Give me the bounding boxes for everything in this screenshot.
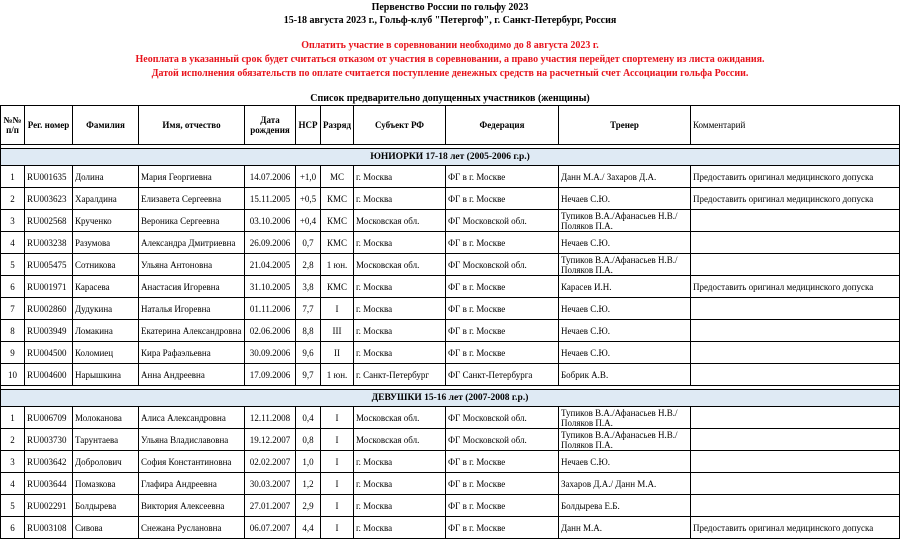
cell-surname: Крученко bbox=[73, 210, 139, 232]
cell-num: 7 bbox=[1, 298, 25, 320]
cell-rank: КМС bbox=[321, 276, 354, 298]
cell-rank: 1 юн. bbox=[321, 254, 354, 276]
cell-reg: RU005475 bbox=[25, 254, 73, 276]
table-row bbox=[1, 210, 900, 232]
cell-subject: г. Москва bbox=[354, 517, 446, 539]
table-row bbox=[1, 495, 900, 517]
cell-subject: г. Москва bbox=[354, 188, 446, 210]
cell-num: 1 bbox=[1, 407, 25, 429]
table-row bbox=[1, 166, 900, 188]
cell-reg: RU002568 bbox=[25, 210, 73, 232]
cell-num: 5 bbox=[1, 495, 25, 517]
cell-reg: RU003108 bbox=[25, 517, 73, 539]
cell-federation: ФГ Московской обл. bbox=[446, 429, 559, 451]
cell-hcp: +1,0 bbox=[296, 166, 321, 188]
cell-dob: 17.09.2006 bbox=[245, 364, 296, 386]
cell-surname: Дудукина bbox=[73, 298, 139, 320]
cell-comment bbox=[691, 429, 900, 451]
cell-num: 4 bbox=[1, 232, 25, 254]
cell-coach: Тупиков В.А./Афанасьев Н.В./ Поляков П.А. bbox=[559, 210, 691, 232]
cell-name: Кира Рафаэльевна bbox=[139, 342, 245, 364]
cell-federation: ФГ в г. Москве bbox=[446, 232, 559, 254]
cell-rank: 1 юн. bbox=[321, 364, 354, 386]
table-row bbox=[1, 298, 900, 320]
cell-subject: г. Москва bbox=[354, 276, 446, 298]
cell-surname: Харалдина bbox=[73, 188, 139, 210]
cell-hcp: 9,6 bbox=[296, 342, 321, 364]
cell-comment bbox=[691, 342, 900, 364]
cell-rank: II bbox=[321, 342, 354, 364]
cell-surname: Тарунтаева bbox=[73, 429, 139, 451]
cell-num: 3 bbox=[1, 451, 25, 473]
cell-dob: 27.01.2007 bbox=[245, 495, 296, 517]
cell-federation: ФГ Московской обл. bbox=[446, 254, 559, 276]
cell-rank: I bbox=[321, 495, 354, 517]
cell-dob: 15.11.2005 bbox=[245, 188, 296, 210]
table-row bbox=[1, 407, 900, 429]
cell-name: Екатерина Александровна bbox=[139, 320, 245, 342]
cell-comment bbox=[691, 364, 900, 386]
cell-reg: RU001635 bbox=[25, 166, 73, 188]
cell-coach: Тупиков В.А./Афанасьев Н.В./ Поляков П.А. bbox=[559, 407, 691, 429]
cell-hcp: 0,8 bbox=[296, 429, 321, 451]
cell-federation: ФГ в г. Москве bbox=[446, 342, 559, 364]
cell-comment bbox=[691, 451, 900, 473]
cell-comment bbox=[691, 254, 900, 276]
cell-reg: RU003623 bbox=[25, 188, 73, 210]
cell-name: Анастасия Игоревна bbox=[139, 276, 245, 298]
cell-subject: Московская обл. bbox=[354, 429, 446, 451]
cell-dob: 06.07.2007 bbox=[245, 517, 296, 539]
cell-comment bbox=[691, 407, 900, 429]
cell-reg: RU003644 bbox=[25, 473, 73, 495]
cell-hcp: 4,4 bbox=[296, 517, 321, 539]
cell-coach: Нечаев С.Ю. bbox=[559, 320, 691, 342]
cell-surname: Помазкова bbox=[73, 473, 139, 495]
table-row bbox=[1, 254, 900, 276]
cell-comment bbox=[691, 495, 900, 517]
cell-surname: Долина bbox=[73, 166, 139, 188]
cell-rank: I bbox=[321, 473, 354, 495]
col-name-header: Имя, отчество bbox=[139, 106, 245, 145]
cell-num: 1 bbox=[1, 166, 25, 188]
cell-surname: Нарышкина bbox=[73, 364, 139, 386]
cell-reg: RU003949 bbox=[25, 320, 73, 342]
participants-table bbox=[0, 105, 900, 539]
cell-comment: Предоставить оригинал медицинского допуска bbox=[691, 166, 900, 188]
cell-name: Снежана Руслановна bbox=[139, 517, 245, 539]
table-row bbox=[1, 276, 900, 298]
cell-name: Виктория Алексеевна bbox=[139, 495, 245, 517]
table-row bbox=[1, 429, 900, 451]
cell-name: Мария Георгиевна bbox=[139, 166, 245, 188]
group-title: ЮНИОРКИ 17-18 лет (2005-2006 г.р.) bbox=[1, 149, 900, 166]
cell-reg: RU003730 bbox=[25, 429, 73, 451]
cell-num: 2 bbox=[1, 188, 25, 210]
cell-coach: Тупиков В.А./Афанасьев Н.В./ Поляков П.А. bbox=[559, 429, 691, 451]
cell-rank: КМС bbox=[321, 210, 354, 232]
cell-coach: Нечаев С.Ю. bbox=[559, 451, 691, 473]
table-row bbox=[1, 473, 900, 495]
cell-coach: Захаров Д.А./ Данн М.А. bbox=[559, 473, 691, 495]
col-surname-header: Фамилия bbox=[73, 106, 139, 145]
cell-num: 4 bbox=[1, 473, 25, 495]
cell-num: 3 bbox=[1, 210, 25, 232]
cell-reg: RU003642 bbox=[25, 451, 73, 473]
col-subject-header: Субъект РФ bbox=[354, 106, 446, 145]
cell-dob: 12.11.2008 bbox=[245, 407, 296, 429]
cell-hcp: 0,7 bbox=[296, 232, 321, 254]
cell-name: Глафира Андреевна bbox=[139, 473, 245, 495]
event-subtitle: 15-18 августа 2023 г., Гольф-клуб "Петергоф", г. Санкт-Петербург, Россия bbox=[283, 15, 617, 26]
cell-dob: 02.06.2006 bbox=[245, 320, 296, 342]
cell-coach: Данн М.А./ Захаров Д.А. bbox=[559, 166, 691, 188]
cell-federation: ФГ в г. Москве bbox=[446, 451, 559, 473]
cell-name: Наталья Игоревна bbox=[139, 298, 245, 320]
col-federation-header: Федерация bbox=[446, 106, 559, 145]
cell-coach: Нечаев С.Ю. bbox=[559, 342, 691, 364]
col-coach-header: Тренер bbox=[559, 106, 691, 145]
nonpayment-notice: Неоплата в указанный срок будет считаться отказом от участия в соревновании, а право участия перейдет спортемену из листа ожидания. bbox=[135, 54, 765, 65]
cell-num: 5 bbox=[1, 254, 25, 276]
cell-comment: Предоставить оригинал медицинского допуска bbox=[691, 188, 900, 210]
cell-coach: Бобрик А.В. bbox=[559, 364, 691, 386]
cell-hcp: 0,4 bbox=[296, 407, 321, 429]
cell-dob: 19.12.2007 bbox=[245, 429, 296, 451]
cell-hcp: +0,5 bbox=[296, 188, 321, 210]
col-rank-header: Разряд bbox=[321, 106, 354, 145]
list-title: Список предварительно допущенных участников (женщины) bbox=[310, 93, 590, 104]
cell-reg: RU006709 bbox=[25, 407, 73, 429]
cell-comment: Предоставить оригинал медицинского допуска bbox=[691, 517, 900, 539]
cell-rank: КМС bbox=[321, 232, 354, 254]
cell-num: 6 bbox=[1, 517, 25, 539]
cell-dob: 31.10.2005 bbox=[245, 276, 296, 298]
page-title: Первенство России по гольфу 2023 bbox=[371, 2, 529, 13]
cell-rank: I bbox=[321, 298, 354, 320]
payment-date-notice: Датой исполнения обязательств по оплате считается поступление денежных средств на расчетный счет Ассоциации гольфа России. bbox=[151, 68, 749, 79]
cell-federation: ФГ в г. Москве bbox=[446, 495, 559, 517]
cell-coach: Нечаев С.Ю. bbox=[559, 232, 691, 254]
cell-name: Ульяна Антоновна bbox=[139, 254, 245, 276]
col-reg-header: Рег. номер bbox=[25, 106, 73, 145]
cell-surname: Болдырева bbox=[73, 495, 139, 517]
cell-subject: г. Москва bbox=[354, 166, 446, 188]
cell-federation: ФГ в г. Москве bbox=[446, 517, 559, 539]
cell-reg: RU003238 bbox=[25, 232, 73, 254]
cell-name: Елизавета Сергеевна bbox=[139, 188, 245, 210]
col-comment-header: Комментарий bbox=[691, 106, 900, 145]
cell-surname: Добролович bbox=[73, 451, 139, 473]
cell-comment bbox=[691, 320, 900, 342]
group-header-row bbox=[1, 390, 900, 407]
cell-name: Ульяна Владиславовна bbox=[139, 429, 245, 451]
cell-federation: ФГ в г. Москве bbox=[446, 276, 559, 298]
cell-rank: III bbox=[321, 320, 354, 342]
table-row bbox=[1, 451, 900, 473]
payment-deadline-notice: Оплатить участие в соревновании необходимо до 8 августа 2023 г. bbox=[301, 40, 599, 51]
cell-coach: Данн М.А. bbox=[559, 517, 691, 539]
cell-name: Алиса Александровна bbox=[139, 407, 245, 429]
cell-comment bbox=[691, 473, 900, 495]
cell-num: 10 bbox=[1, 364, 25, 386]
cell-dob: 14.07.2006 bbox=[245, 166, 296, 188]
cell-reg: RU001971 bbox=[25, 276, 73, 298]
table-row bbox=[1, 364, 900, 386]
cell-num: 9 bbox=[1, 342, 25, 364]
cell-comment bbox=[691, 232, 900, 254]
cell-surname: Сотникова bbox=[73, 254, 139, 276]
table-row bbox=[1, 232, 900, 254]
cell-federation: ФГ в г. Москве bbox=[446, 166, 559, 188]
cell-subject: г. Москва bbox=[354, 495, 446, 517]
cell-federation: ФГ Санкт-Петербурга bbox=[446, 364, 559, 386]
cell-coach: Нечаев С.Ю. bbox=[559, 188, 691, 210]
cell-surname: Карасева bbox=[73, 276, 139, 298]
cell-subject: г. Санкт-Петербург bbox=[354, 364, 446, 386]
cell-subject: Московская обл. bbox=[354, 254, 446, 276]
cell-subject: Московская обл. bbox=[354, 210, 446, 232]
group-title: ДЕВУШКИ 15-16 лет (2007-2008 г.р.) bbox=[1, 390, 900, 407]
cell-federation: ФГ в г. Москве bbox=[446, 298, 559, 320]
cell-surname: Молоканова bbox=[73, 407, 139, 429]
cell-federation: ФГ Московской обл. bbox=[446, 407, 559, 429]
cell-name: Вероника Сергеевна bbox=[139, 210, 245, 232]
cell-subject: г. Москва bbox=[354, 320, 446, 342]
cell-comment bbox=[691, 298, 900, 320]
cell-surname: Разумова bbox=[73, 232, 139, 254]
cell-federation: ФГ в г. Москве bbox=[446, 473, 559, 495]
cell-rank: КМС bbox=[321, 188, 354, 210]
cell-dob: 03.10.2006 bbox=[245, 210, 296, 232]
cell-rank: МС bbox=[321, 166, 354, 188]
cell-coach: Нечаев С.Ю. bbox=[559, 298, 691, 320]
cell-subject: Московская обл. bbox=[354, 407, 446, 429]
col-hcp-header: HCP bbox=[296, 106, 321, 145]
cell-dob: 30.03.2007 bbox=[245, 473, 296, 495]
cell-hcp: 7,7 bbox=[296, 298, 321, 320]
cell-subject: г. Москва bbox=[354, 298, 446, 320]
cell-federation: ФГ в г. Москве bbox=[446, 320, 559, 342]
cell-reg: RU004500 bbox=[25, 342, 73, 364]
cell-coach: Тупиков В.А./Афанасьев Н.В./ Поляков П.А. bbox=[559, 254, 691, 276]
group-header-row bbox=[1, 149, 900, 166]
cell-coach: Карасев И.Н. bbox=[559, 276, 691, 298]
cell-hcp: 2,8 bbox=[296, 254, 321, 276]
cell-rank: I bbox=[321, 407, 354, 429]
cell-hcp: 3,8 bbox=[296, 276, 321, 298]
cell-num: 8 bbox=[1, 320, 25, 342]
cell-hcp: +0,4 bbox=[296, 210, 321, 232]
cell-rank: I bbox=[321, 429, 354, 451]
table-row bbox=[1, 188, 900, 210]
cell-name: Анна Андреевна bbox=[139, 364, 245, 386]
cell-subject: г. Москва bbox=[354, 342, 446, 364]
cell-dob: 26.09.2006 bbox=[245, 232, 296, 254]
cell-hcp: 1,0 bbox=[296, 451, 321, 473]
cell-reg: RU002291 bbox=[25, 495, 73, 517]
cell-hcp: 2,9 bbox=[296, 495, 321, 517]
cell-comment bbox=[691, 210, 900, 232]
cell-federation: ФГ Московской обл. bbox=[446, 210, 559, 232]
cell-surname: Ломакина bbox=[73, 320, 139, 342]
cell-dob: 30.09.2006 bbox=[245, 342, 296, 364]
cell-surname: Сивова bbox=[73, 517, 139, 539]
cell-comment: Предоставить оригинал медицинского допуска bbox=[691, 276, 900, 298]
table-header-row bbox=[1, 106, 900, 145]
col-num-header: №№ п/п bbox=[1, 106, 25, 145]
cell-federation: ФГ в г. Москве bbox=[446, 188, 559, 210]
cell-hcp: 1,2 bbox=[296, 473, 321, 495]
cell-reg: RU002860 bbox=[25, 298, 73, 320]
cell-name: Александра Дмитриевна bbox=[139, 232, 245, 254]
cell-subject: г. Москва bbox=[354, 451, 446, 473]
cell-dob: 21.04.2005 bbox=[245, 254, 296, 276]
table-row bbox=[1, 320, 900, 342]
cell-dob: 01.11.2006 bbox=[245, 298, 296, 320]
cell-hcp: 9,7 bbox=[296, 364, 321, 386]
cell-num: 6 bbox=[1, 276, 25, 298]
cell-subject: г. Москва bbox=[354, 473, 446, 495]
table-row bbox=[1, 517, 900, 539]
cell-reg: RU004600 bbox=[25, 364, 73, 386]
table-row bbox=[1, 342, 900, 364]
cell-hcp: 8,8 bbox=[296, 320, 321, 342]
cell-name: София Константиновна bbox=[139, 451, 245, 473]
cell-rank: I bbox=[321, 517, 354, 539]
cell-surname: Коломиец bbox=[73, 342, 139, 364]
cell-coach: Болдырева Е.Б. bbox=[559, 495, 691, 517]
cell-dob: 02.02.2007 bbox=[245, 451, 296, 473]
cell-subject: г. Москва bbox=[354, 232, 446, 254]
col-dob-header: Дата рождения bbox=[245, 106, 296, 145]
cell-rank: I bbox=[321, 451, 354, 473]
cell-num: 2 bbox=[1, 429, 25, 451]
